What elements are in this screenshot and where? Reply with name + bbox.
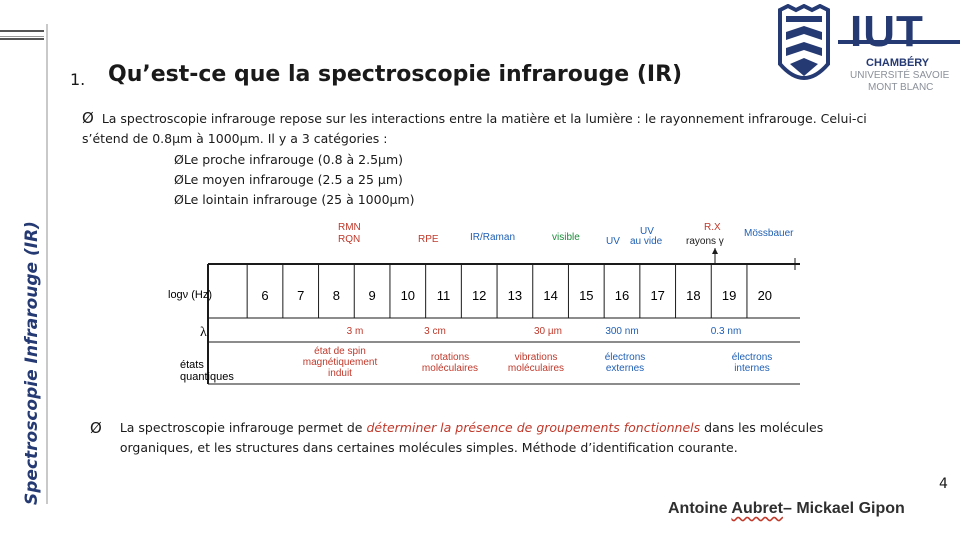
state-value: électrons [604,352,646,363]
page-title: Qu’est-ce que la spectroscopie infrarouge (IR) [108,62,683,87]
freq-value: 8 [332,288,341,303]
second-text-after: dans les molécules organiques, et les structures dans certaines molécules simples. Méthode d’identification courante. [119,420,824,455]
lambda-value: 3 m [346,326,364,337]
page-number: 4 [939,476,948,492]
second-paragraph [90,418,870,458]
intro-paragraph [82,108,912,149]
freq-value: 11 [436,288,451,303]
second-text-highlight: déterminer la présence de groupements fonctionnels [366,420,701,435]
label-visible: visible [552,232,580,243]
label-uv-vide-1: UV [640,226,654,237]
state-value: moléculaires [421,363,479,374]
label-rpe: RPE [418,234,439,245]
label-rx-2: rayons γ [686,236,724,247]
row-label-states-2: quantiques [180,371,234,383]
spectrum-diagram [160,218,810,390]
label-uv-vide-2: au vide [630,236,663,247]
freq-value: 10 [400,288,416,303]
state-value: état de spin [314,346,366,357]
row-label-states-1: états [180,359,204,371]
lambda-value: 300 nm [605,326,639,337]
freq-value: 16 [614,288,630,303]
freq-value: 7 [297,288,305,303]
label-mossbauer: Mössbauer [744,228,794,239]
logo-line-1: CHAMBÉRY [866,57,930,69]
second-text-before: La spectroscopie infrarouge permet de [119,420,367,435]
logo-line-3: MONT BLANC [868,82,934,93]
state-value: vibrations [514,352,558,363]
freq-value: 18 [686,288,701,303]
category-far-ir: ØLe lointain infrarouge (25 à 1000µm) [174,192,415,207]
lambda-value: 0.3 nm [710,326,742,337]
freq-value: 14 [543,288,558,303]
divider-line [46,24,48,504]
state-value: induit [328,368,352,379]
lambda-value: 30 µm [534,326,562,337]
author-first: Antoine [668,500,732,517]
label-ir-raman: IR/Raman [470,232,516,243]
label-rqn: RQN [338,234,361,245]
state-value: magnétiquement [302,357,378,368]
label-uv: UV [606,236,620,247]
side-title: Spectroscopie Infrarouge (IR) [22,221,42,505]
authors [668,500,905,518]
freq-value: 12 [471,288,487,303]
intro-text: La spectroscopie infrarouge repose sur les interactions entre la matière et la lumière : le rayonnement infrarouge. Celui-ci s’étend de 0.8µm à 1000µm. Il y a 3 catégories : [82,111,867,146]
row-label-lambda: λ [200,325,207,340]
heading-number: 1. [70,70,86,89]
author-second: – Mickael Gipon [782,500,905,517]
state-value: externes [605,363,645,374]
state-value: rotations [430,352,470,363]
author-last: Aubret [731,500,783,517]
state-value: moléculaires [507,363,565,374]
freq-value: 13 [507,288,523,303]
lambda-value: 3 cm [424,326,446,337]
bullet-arrow-icon: Ø [82,109,94,127]
freq-value: 9 [368,288,376,303]
freq-value: 6 [261,288,269,303]
iut-shield-logo-icon [776,4,832,94]
freq-value: 20 [757,288,773,303]
state-value: électrons [731,352,773,363]
logo-iut-text: IUT [850,7,924,56]
frequency-ticks [247,264,747,318]
category-mid-ir: ØLe moyen infrarouge (2.5 a 25 µm) [174,172,403,187]
freq-value: 15 [579,288,594,303]
bullet-arrow-icon-2: Ø [90,419,102,437]
freq-value: 17 [650,288,665,303]
state-value: internes [734,363,770,374]
label-rmn: RMN [338,222,361,233]
label-rx-1: R.X [704,222,721,233]
category-near-ir: ØLe proche infrarouge (0.8 à 2.5µm) [174,152,404,167]
logo-line-2: UNIVERSITÉ SAVOIE [850,70,950,81]
row-label-freq: logν (Hz) [168,289,213,301]
freq-value: 19 [721,288,737,303]
